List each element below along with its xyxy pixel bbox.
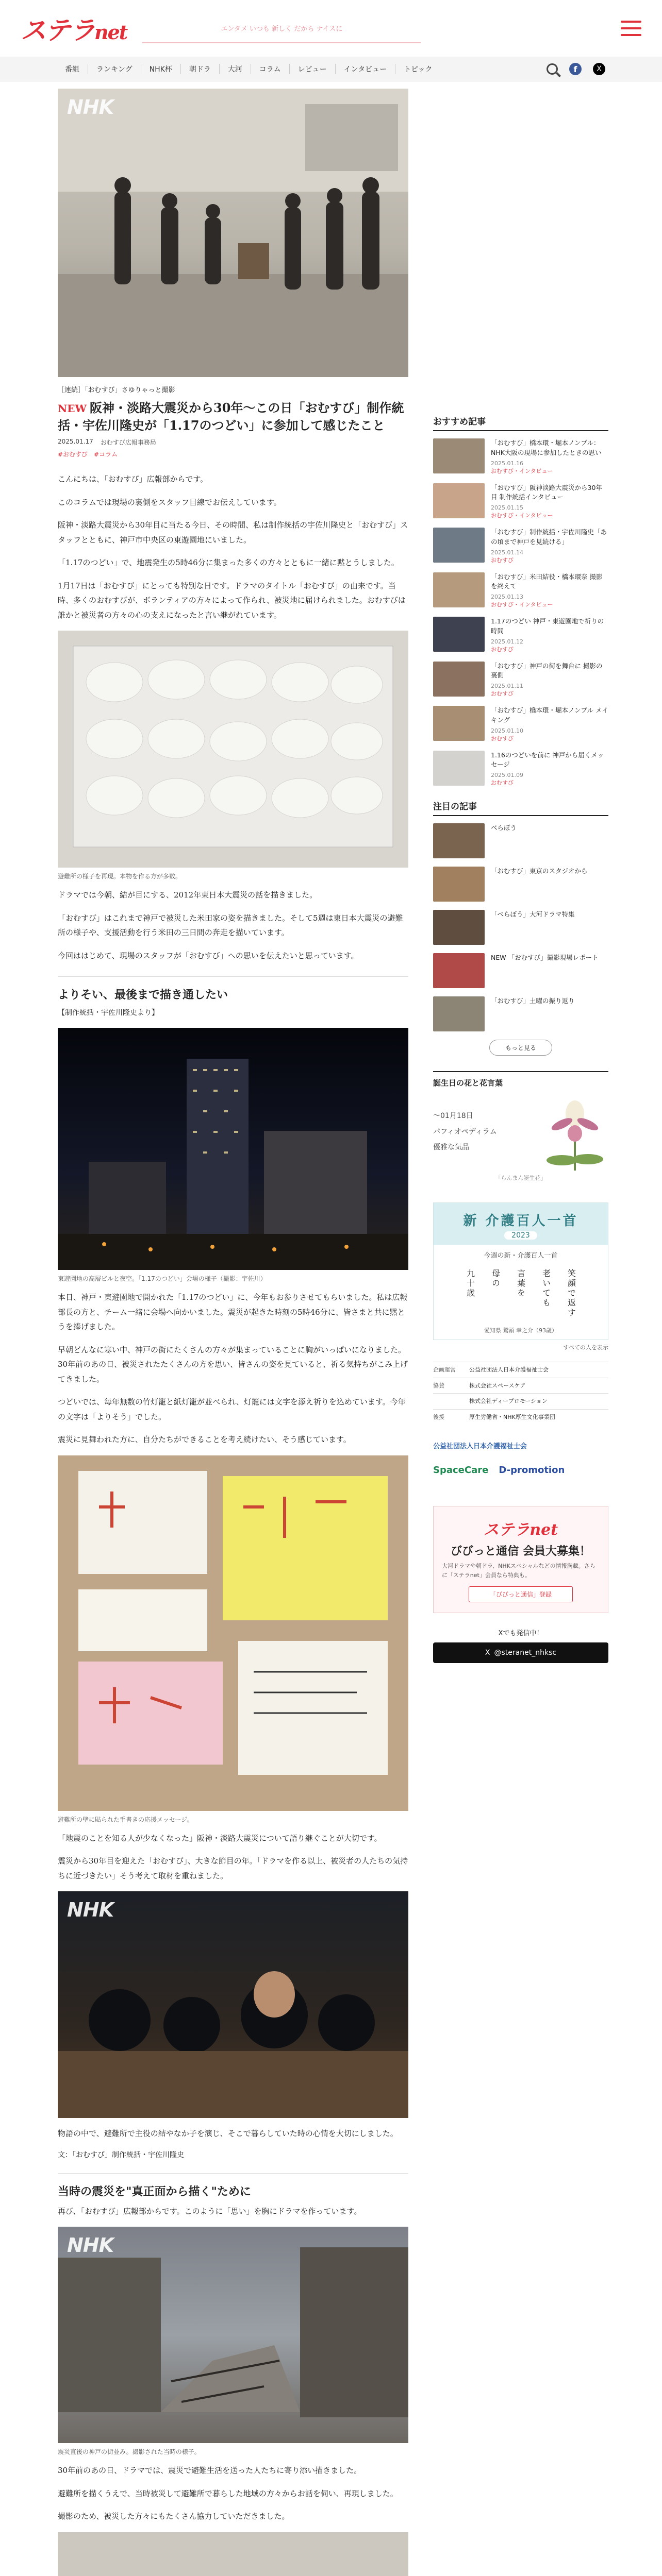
paragraph: 「地震のことを知る人が少なくなった」阪神・淡路大震災について語り継ぐことが大切です。 bbox=[58, 1833, 382, 1843]
x-icon: X bbox=[485, 1648, 490, 1657]
paragraph: 30年前のあの日、ドラマでは、震災で避難生活を送った人たちに寄り添い描きました。 bbox=[58, 2466, 362, 2476]
facebook-icon[interactable]: f bbox=[569, 63, 582, 75]
info-row: 後援 厚生労働省・NHK厚生文化事業団 bbox=[433, 1409, 608, 1425]
birthday-flower: 誕生日の花と花言葉 〜01月18日 パフィオペディラム 優雅な気品 「らんまん誕生花」 bbox=[433, 1071, 608, 1182]
sponsor-logo[interactable]: D-promotion bbox=[499, 1464, 565, 1476]
section-credit: 【制作統括・宇佐川隆史より】 bbox=[58, 1009, 159, 1018]
nav-item-asadora[interactable]: 朝ドラ bbox=[181, 64, 220, 74]
section-heading: よりそい、最後まで描き通したい bbox=[58, 976, 408, 1002]
flower-date: 〜01月18日 bbox=[433, 1111, 473, 1120]
paragraph: 「1.17のつどい」で、地震発生の5時46分に集まった多くの方々とともに一緒に黙とうしました。 bbox=[58, 558, 399, 568]
nav-item-nhk-cup[interactable]: NHK杯 bbox=[141, 64, 181, 74]
notice-heading: 注目の記事 bbox=[433, 799, 608, 816]
info-row: 協賛 株式会社スペースケア bbox=[433, 1378, 608, 1394]
article bbox=[58, 89, 408, 2576]
recommend-item[interactable]: 「おむすび」神戸の街を舞台に 撮影の裏側 2025.01.11 おむすび bbox=[433, 662, 608, 698]
article-meta bbox=[58, 438, 408, 447]
notice-item[interactable]: 「おむすび」東京のスタジオから bbox=[433, 867, 608, 902]
sponsor-logo[interactable]: 公益社団法人日本介護福祉士会 bbox=[433, 1442, 527, 1450]
hero-caption: ［連続］「おむすび」さゆりゃっと撮影 bbox=[58, 386, 175, 394]
article-date: 2025.01.17 bbox=[58, 438, 93, 446]
paragraph: こんにちは、「おむすび」広報部からです。 bbox=[58, 474, 208, 484]
paragraph: 震災に見舞われた方に、自分たちができることを考え続けたい、そう感じています。 bbox=[58, 1435, 351, 1445]
x-follow-label: Xでも発信中！ bbox=[498, 1629, 543, 1637]
x-icon[interactable]: X bbox=[593, 63, 605, 75]
notice-item[interactable]: NEW 「おむすび」撮影現場レポート bbox=[433, 953, 608, 988]
image-caption: 東遊園地の高層ビルと夜空。「1.17のつどい」会場の様子（撮影：宇佐川） bbox=[58, 1275, 267, 1283]
paragraph: 再び、「おむすび」広報部からです。このように「思い」を胸にドラマを作っています。 bbox=[58, 2206, 362, 2216]
sidebar bbox=[433, 414, 608, 1663]
recommend-item[interactable]: 「おむすび」橋本環・堀本ノンブル：NHK大阪の現場に参加したときの思い 2025.01.16 おむすび・インタビュー bbox=[433, 438, 608, 475]
notice-item[interactable]: 「べらぼう」大河ドラマ特集 bbox=[433, 910, 608, 945]
nav-item-taiga[interactable]: 大河 bbox=[220, 64, 251, 74]
site-header bbox=[0, 0, 662, 57]
paragraph: 今回ははじめて、現場のスタッフが「おむすび」への思いを伝えたいと思っています。 bbox=[58, 951, 359, 960]
paragraph: 阪神・淡路大震災から30年目に当たる今日、その時間、私は制作統括の宇佐川隆史と「おむすび」スタッフとともに、神戸市中央区の東遊園地にいました。 bbox=[58, 520, 408, 545]
paragraph: 「おむすび」はこれまで神戸で被災した米田家の姿を描きました。そして5週は東日本大震災の避難所の様子や、支援活動を行う米田の三日間の奔走を描いています。 bbox=[58, 913, 403, 938]
image-caption: 避難所の壁に貼られた手書きの応援メッセージ。 bbox=[58, 1816, 193, 1823]
recommend-item[interactable]: 1.17のつどい 神戸・東遊園地で祈りの時間 2025.01.12 おむすび bbox=[433, 617, 608, 653]
rubble-photo bbox=[58, 2227, 408, 2443]
nav-item-ranking[interactable]: ランキング bbox=[88, 64, 141, 74]
paragraph: 避難所を描くうえで、当時被災して避難所で暮らした地域の方々からお話を伺い、再現しました。 bbox=[58, 2488, 398, 2498]
info-row: 企画運営 公益社団法人日本介護福祉士会 bbox=[433, 1362, 608, 1378]
newsletter-promo: ステラnet びびっと通信 会員大募集！ 大河ドラマや朝ドラ、NHKスペシャルなどの情報満載。さらに「ステラnet」会員なら特典も。 「びびっと通信」登録 bbox=[433, 1506, 608, 1613]
nav-item-column[interactable]: コラム bbox=[251, 64, 290, 74]
nav-item-topic[interactable]: トピック bbox=[404, 65, 433, 74]
wall-signs-photo bbox=[58, 1455, 408, 1811]
nhk-watermark: NHK bbox=[67, 1899, 114, 1922]
info-row: 株式会社ディープロモーション bbox=[433, 1393, 608, 1409]
care-poems: 新 介護百人一首 2023 今週の新・介護百人一首 九十歳 母の 言葉を 老いても 笑顔で返す 愛知県 鷲頭 幸之介（93歳） bbox=[433, 1202, 608, 1340]
newsletter-signup-button[interactable]: 「びびっと通信」登録 bbox=[469, 1586, 573, 1602]
paragraph: 本日、神戸・東遊園地で開かれた「1.17のつどい」に、今年もお参りさせてもらいました。私は広報部長の方と、チーム一緒に会場へ向かいました。震災が起きた時刻の5時46分に、皆さまと共に黙とうを捧げました。 bbox=[58, 1293, 408, 1332]
nav-item-programs[interactable]: 番組 bbox=[57, 64, 88, 74]
night-city-photo bbox=[58, 1028, 408, 1270]
paragraph: 物語の中で、避難所で主役の結やなか子を演じ、そこで暮らしていた時の心情を大切にしました。 bbox=[58, 2129, 398, 2139]
recommend-heading: おすすめ記事 bbox=[433, 414, 608, 431]
article-tags[interactable]: #おむすび #コラム bbox=[58, 451, 118, 459]
sponsor-logo[interactable]: SpaceCare bbox=[433, 1464, 489, 1476]
flower-word: 優雅な気品 bbox=[433, 1143, 469, 1152]
article-title: NEW 阪神・淡路大震災から30年〜この日「おむすび」制作統括・宇佐川隆史が「1.17のつどい」に参加して感じたこと bbox=[58, 400, 404, 433]
rice-ball-photo bbox=[58, 631, 408, 868]
recommend-item[interactable]: 「おむすび」橋本環・堀本ノンブル メイキング 2025.01.10 おむすび bbox=[433, 706, 608, 742]
image-caption: 避難所の様子を再現。本物を作る方が多数。 bbox=[58, 873, 182, 880]
paragraph: つどいでは、毎年無数の竹灯籠と紙灯籠が並べられ、灯籠には文字を添え祈りを込めています。今年の文字は「よりそう」でした。 bbox=[58, 1397, 406, 1421]
new-badge: NEW bbox=[58, 402, 87, 415]
recommend-item[interactable]: 1.16のつどいを前に 神戸から届くメッセージ 2025.01.09 おむすび bbox=[433, 751, 608, 787]
recommend-item[interactable]: 「おむすび」制作統括・宇佐川隆史「あの頃まで神戸を見続ける」 2025.01.14 おむすび bbox=[433, 528, 608, 564]
search-icon[interactable] bbox=[547, 63, 558, 75]
senryu-all-link[interactable]: すべての人を表示 bbox=[563, 1344, 608, 1351]
main-nav bbox=[0, 57, 662, 81]
article-credit: 文：「おむすび」制作統括・宇佐川隆史 bbox=[58, 2150, 184, 2159]
flower-icon bbox=[541, 1093, 608, 1171]
notice-item[interactable]: 「おむすび」土曜の振り返り bbox=[433, 996, 608, 1031]
paragraph: ドラマでは今朝、結が目にする、2012年東日本大震災の話を描きました。 bbox=[58, 890, 318, 900]
shelter-photo bbox=[58, 1891, 408, 2118]
site-logo[interactable]: ステラnet bbox=[21, 15, 127, 45]
header-tagline: エンタメ いつも 新しく だから ナイスに bbox=[142, 13, 421, 43]
recommend-item[interactable]: 「おむすび」阪神淡路大震災から30年目 制作統括インタビュー 2025.01.15 おむすび・インタビュー bbox=[433, 483, 608, 520]
paragraph: 1月17日は「おむすび」にとっても特別な日です。ドラマのタイトル「おむすび」の由来です。当時、多くのおむすびが、ボランティアの方々によって作られ、被災地に届けられました。おむすびは誰かと被災者の方々の心の支えになったと言い継がれています。 bbox=[58, 581, 406, 620]
paragraph: 震災から30年目を迎えた「おむすび」、大きな節目の年。「ドラマを作る以上、被災者の人たちの気持ちに近づきたい」そう考えて取材を重ねました。 bbox=[58, 1856, 408, 1880]
paragraph: 早朝どんなに寒い中、神戸の街にたくさんの方々が集まっていることに胸がいっぱいになりました。30年前のあの日、被災されたたくさんの方を思い、皆さんの姿を見ていると、祈る気持ちがこみ上げてきました。 bbox=[58, 1345, 408, 1384]
nhk-watermark: NHK bbox=[67, 2234, 114, 2257]
nav-item-interview[interactable]: インタビュー bbox=[336, 64, 395, 74]
flower-name: パフィオペディラム bbox=[433, 1127, 497, 1136]
image-caption: 震災直後の神戸の街並み。撮影された当時の様子。 bbox=[58, 2448, 201, 2456]
more-button[interactable]: もっと見る bbox=[489, 1040, 552, 1056]
menu-icon[interactable] bbox=[621, 21, 641, 36]
nhk-watermark: NHK bbox=[67, 96, 114, 118]
article-author: おむすび広報事務局 bbox=[100, 439, 156, 447]
hero-photo bbox=[58, 89, 408, 377]
bottom-photo bbox=[58, 2532, 408, 2576]
nav-item-review[interactable]: レビュー bbox=[290, 64, 336, 74]
x-follow-button[interactable]: X @steranet_nhksc bbox=[433, 1642, 608, 1663]
notice-item[interactable]: べらぼう bbox=[433, 823, 608, 858]
paragraph: 撮影のため、被災した方々にもたくさん協力していただきました。 bbox=[58, 2512, 290, 2521]
recommend-item[interactable]: 「おむすび」米田結役・橋本環奈 撮影を終えて 2025.01.13 おむすび・インタビュー bbox=[433, 572, 608, 609]
section-heading: 当時の震災を"真正面から描く"ために bbox=[58, 2173, 408, 2199]
paragraph: このコラムでは現場の裏側をスタッフ目線でお伝えしています。 bbox=[58, 497, 282, 507]
